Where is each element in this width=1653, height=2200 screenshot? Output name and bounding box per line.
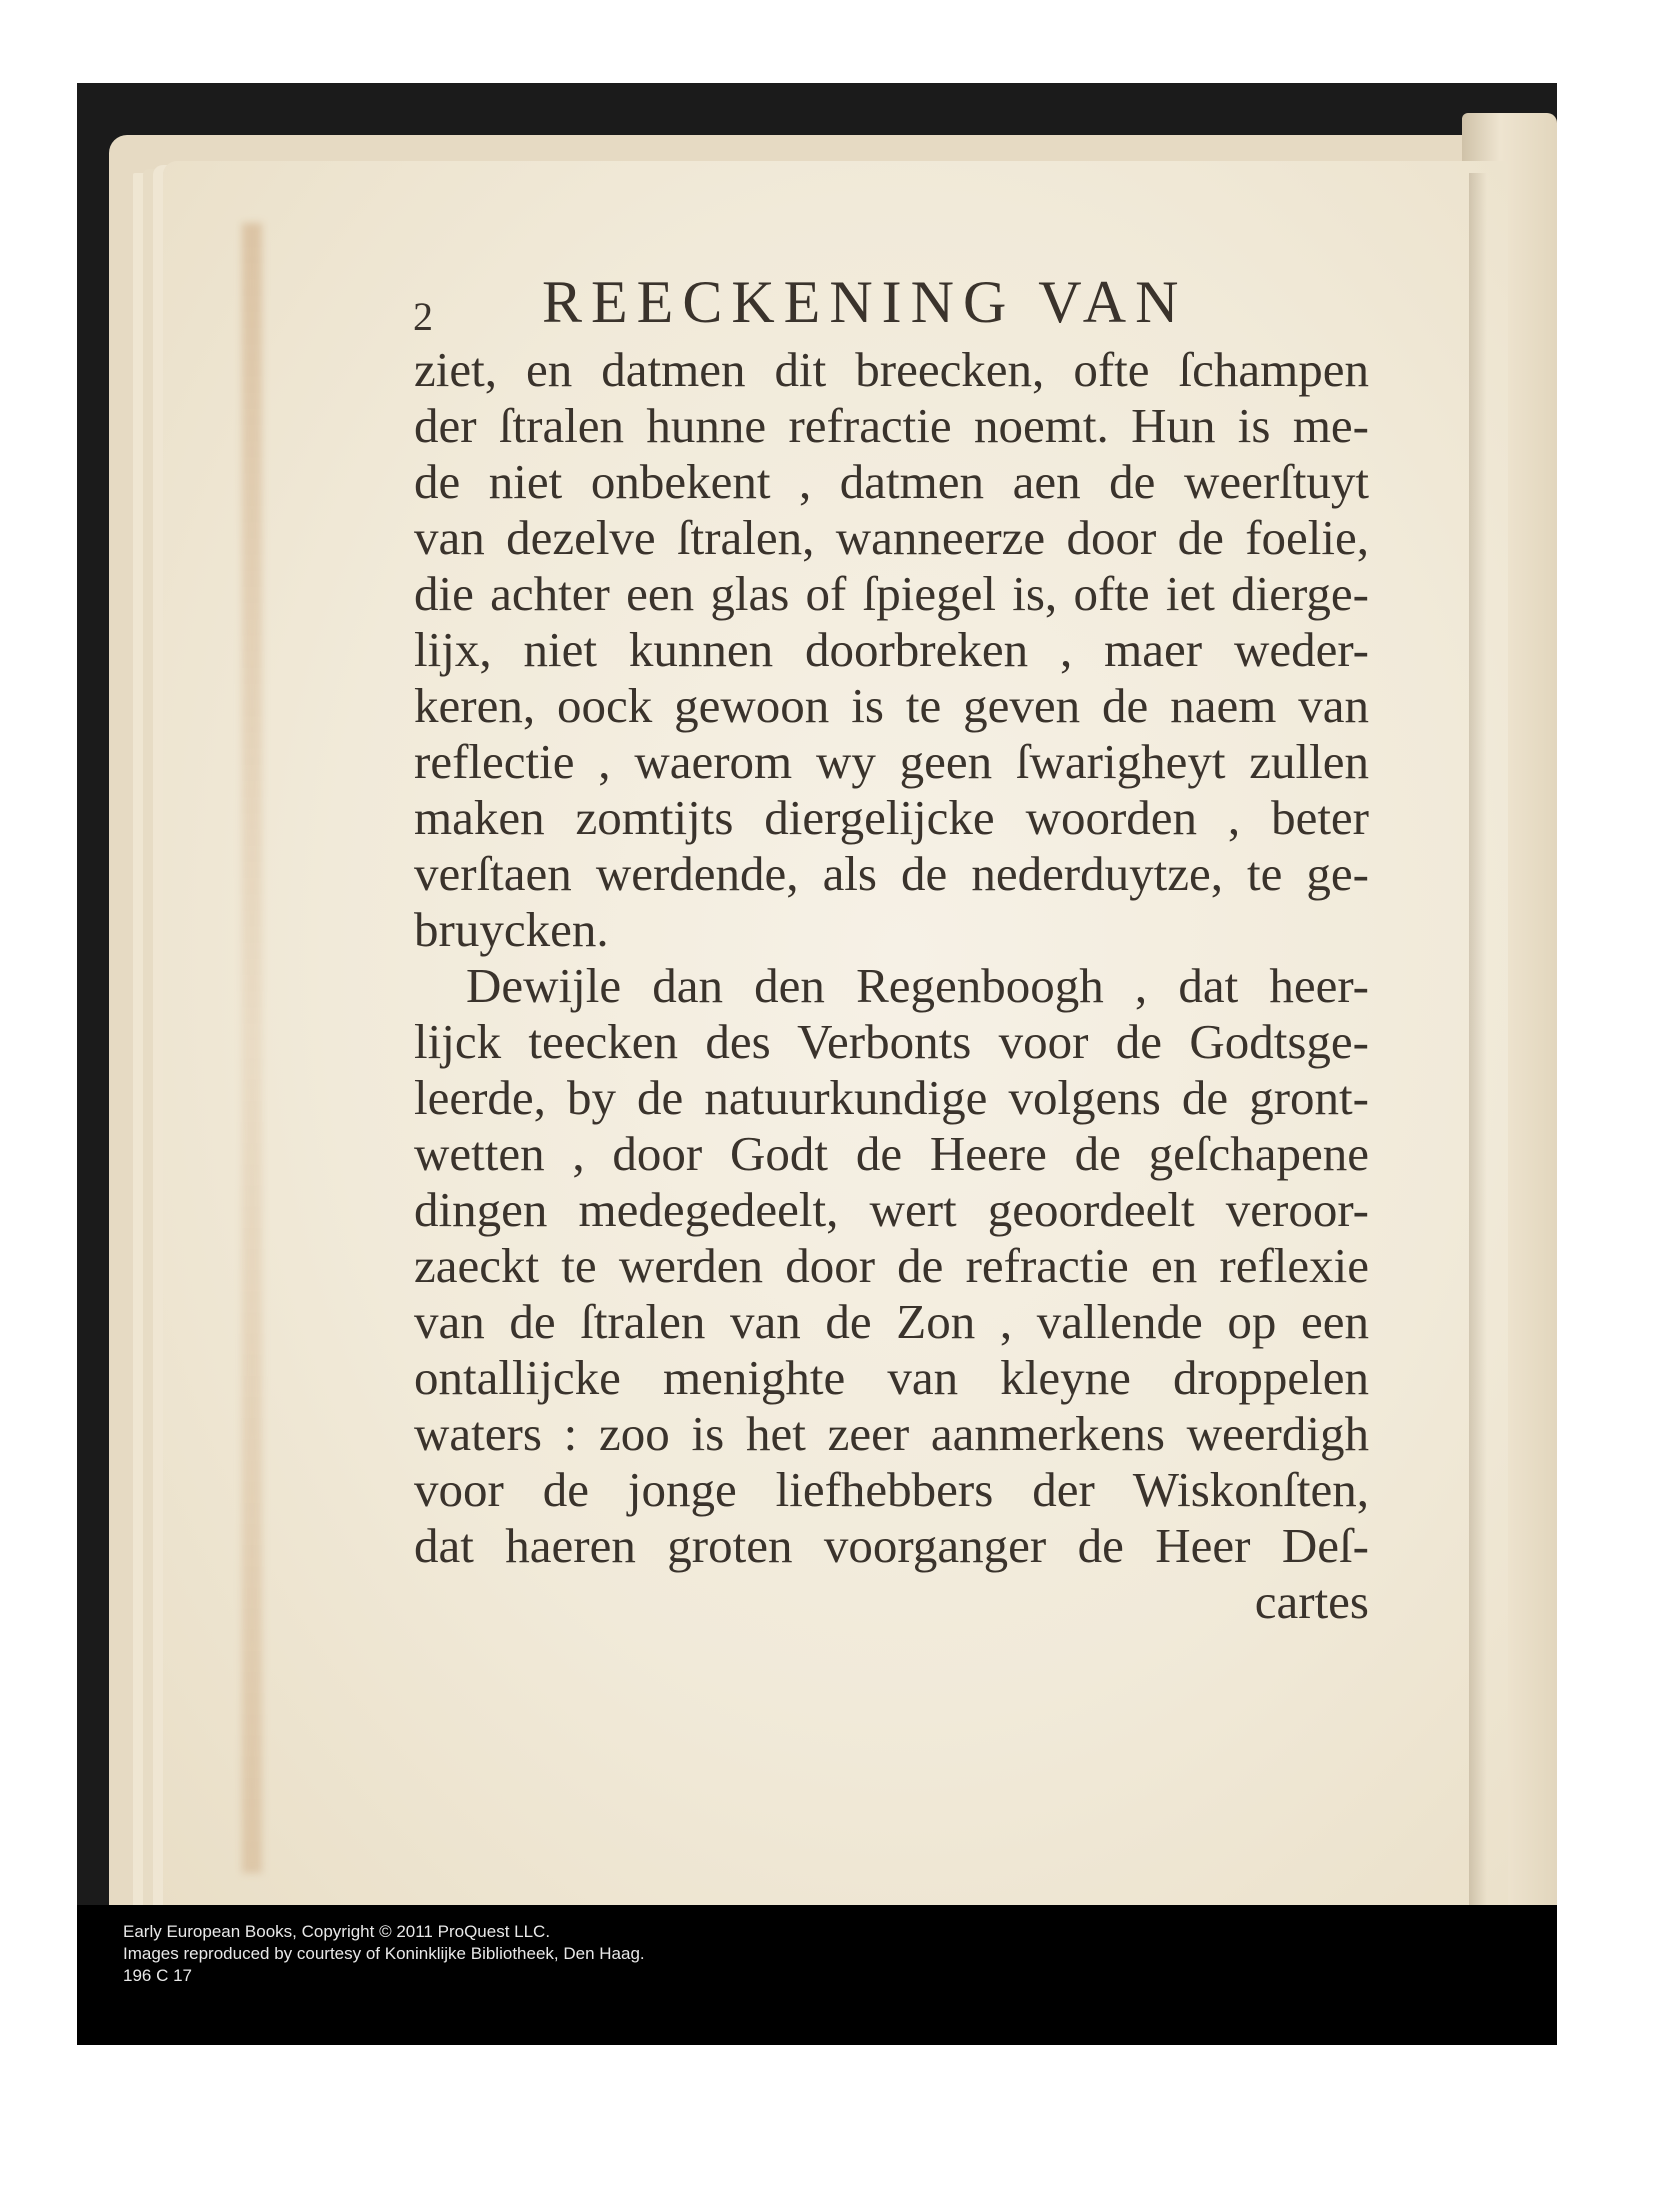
text-line-11: bruycken. — [414, 902, 609, 957]
text-line-14: leerde, by de natuurkundige volgens de gront- — [414, 1070, 1369, 1125]
text-line-17: zaeckt te werden door de refractie en reflexie — [414, 1238, 1369, 1293]
text-line-10: verſtaen werdende, als de nederduytze, te ge- — [414, 846, 1369, 901]
text-line-9: maken zomtijts diergelijcke woorden , beter — [414, 790, 1369, 845]
page-text-block — [77, 83, 1557, 2045]
text-line-8: reflectie , waerom wy geen ſwarigheyt zullen — [414, 734, 1369, 789]
footer-shelfmark: 196 C 17 — [123, 1966, 192, 1985]
text-line-15: wetten , door Godt de Heere de geſchapene — [414, 1126, 1369, 1181]
text-line-6: lijx, niet kunnen doorbreken , maer weder- — [414, 622, 1369, 677]
text-line-20: waters : zoo is het zeer aanmerkens weerdigh — [414, 1406, 1369, 1461]
footer-copyright: Early European Books, Copyright © 2011 ProQuest LLC. — [123, 1922, 551, 1941]
text-line-3: de niet onbekent , datmen aen de weerſtuyt — [414, 454, 1369, 509]
text-line-12: Dewijle dan den Regenboogh , dat heer- — [466, 958, 1369, 1013]
scanned-page-image — [77, 83, 1557, 2045]
text-line-21: voor de jonge liefhebbers der Wiskonſten, — [414, 1462, 1369, 1517]
text-line-16: dingen medegedeelt, wert geoordeelt veroor- — [414, 1182, 1369, 1237]
text-line-7: keren, oock gewoon is te geven de naem van — [414, 678, 1369, 733]
running-head: REECKENING VAN — [542, 269, 1188, 335]
text-line-1: ziet, en datmen dit breecken, ofte ſchampen — [414, 342, 1369, 397]
text-line-19: ontallijcke menighte van kleyne droppelen — [414, 1350, 1369, 1405]
catchword: cartes — [1254, 1574, 1369, 1629]
footer-courtesy: Images reproduced by courtesy of Koninklijke Bibliotheek, Den Haag. — [123, 1944, 645, 1963]
text-line-13: lijck teecken des Verbonts voor de Godtsge- — [414, 1014, 1369, 1069]
text-line-5: die achter een glas of ſpiegel is, ofte iet dierge- — [414, 566, 1369, 621]
text-line-22: dat haeren groten voorganger de Heer Deſ- — [414, 1518, 1369, 1573]
copyright-footer — [77, 1905, 1557, 2045]
text-line-4: van dezelve ſtralen, wanneerze door de foelie, — [414, 510, 1369, 565]
page-number: 2 — [413, 294, 433, 339]
text-line-18: van de ſtralen van de Zon , vallende op een — [414, 1294, 1369, 1349]
text-line-2: der ſtralen hunne refractie noemt. Hun is me- — [414, 398, 1369, 453]
